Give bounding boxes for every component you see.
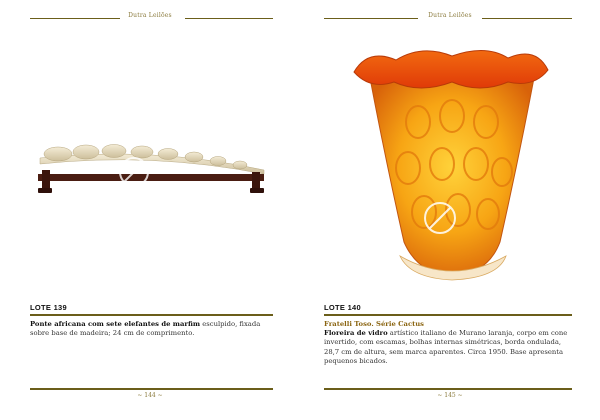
lot-rule bbox=[324, 314, 572, 316]
murano-glass-vase-image bbox=[348, 42, 554, 282]
page-number: ~ 145 ~ bbox=[437, 392, 463, 399]
page-number: ~ 144 ~ bbox=[137, 392, 163, 399]
lot-title: Floreira de vidro bbox=[324, 329, 388, 338]
header-brand: Dutra Leilões bbox=[428, 12, 472, 19]
lot-title: Ponte africana com sete elefantes de marfim bbox=[30, 320, 201, 328]
ivory-elephant-bridge-image bbox=[36, 140, 268, 200]
lot-rule bbox=[30, 314, 273, 316]
header-rule-right bbox=[185, 18, 273, 19]
lot-number: LOTE 140 bbox=[324, 303, 361, 312]
page-header bbox=[300, 12, 600, 24]
lot-description bbox=[324, 320, 572, 366]
header-brand: Dutra Leilões bbox=[128, 12, 172, 19]
lot-series: Fratelli Toso. Série Cactus bbox=[324, 320, 424, 328]
header-rule-right bbox=[482, 18, 572, 19]
lot-text: esculpido, fixada sobre base de madeira; 24 cm de comprimento. bbox=[30, 320, 261, 338]
lot-number: LOTE 139 bbox=[30, 303, 67, 312]
lot-text: artístico italiano de Murano laranja, corpo em cone invertido, com escamas, bolhas internas simétricas, borda ondulada, 28,7 cm de altura, sem marca aparentes. Circa 1950. Base apresenta pequenos bicados. bbox=[324, 329, 568, 365]
lot-description bbox=[30, 320, 275, 338]
right-page bbox=[300, 0, 600, 420]
footer-rule bbox=[30, 388, 273, 390]
footer-rule bbox=[324, 388, 572, 390]
page-header bbox=[0, 12, 300, 24]
